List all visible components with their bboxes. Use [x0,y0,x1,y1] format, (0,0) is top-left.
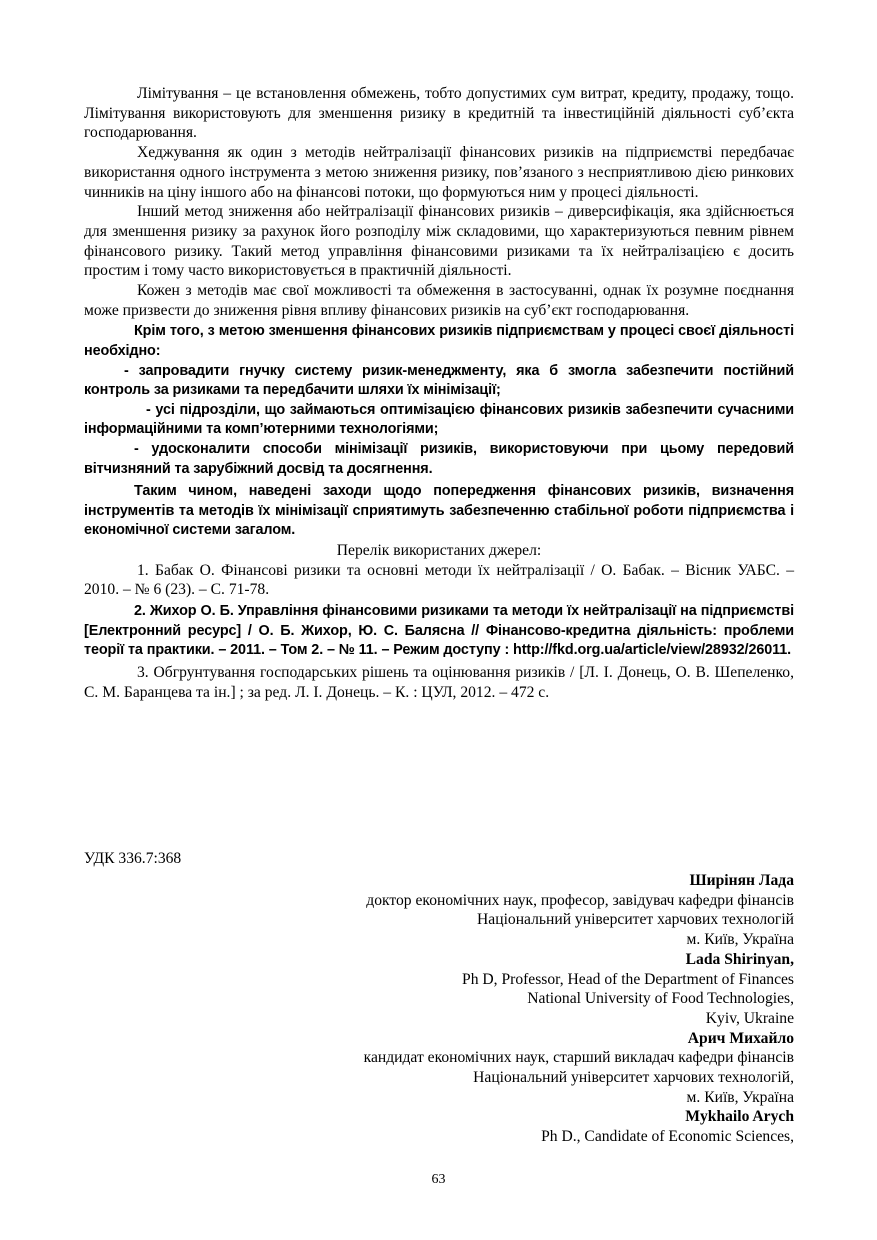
author-location: м. Київ, Україна [686,931,794,949]
paragraph-bold-intro: Крім того, з метою зменшення фінансових ризиків підприємствам у процесі своєї діяльності необхідно: [84,323,794,360]
author-affiliation: Національний університет харчових технологій [477,911,794,929]
author-affiliation: Національний університет харчових технологій, [473,1069,794,1087]
author-name-en: Lada Shirinyan, [685,950,794,968]
author-position: доктор економічних наук, професор, завідувач кафедри фінансів [366,891,794,909]
list-item-risk-management: - запровадити гнучку систему ризик-менеджменту, яка б змогла забезпечити постійний контроль за ризиками та передбачити шляхи їх мінімізації; [84,362,794,399]
author-location: м. Київ, Україна [686,1088,794,1106]
author-location-en: Kyiv, Ukraine [705,1009,794,1027]
author-affiliation-en: National University of Food Technologies, [527,990,794,1008]
paragraph-limiting: Лімітування – це встановлення обмежень, тобто допустимих сум витрат, кредиту, продажу, тощо. Лімітування використовують для зменшення ризику в кредитній та інвестиційній діяльності суб’єкта господарювання. [84,85,794,142]
paragraph-conclusion: Таким чином, наведені заходи щодо попередження фінансових ризиків, визначення інструментів та методів їх мінімізації сприятимуть забезпеченню стабільної роботи підприємства і економічної системи загалом. [84,483,794,539]
article-body [84,84,794,702]
page-number: 63 [431,1172,446,1187]
list-item-improve-methods: - удосконалити способи мінімізації ризиків, використовуючи при цьому передовий вітчизняний та зарубіжний досвід та досягнення. [84,441,794,477]
reference-item: 1. Бабак О. Фінансові ризики та основні методи їх нейтралізації / О. Бабак. – Вісник УАБС. – 2010. – № 6 (23). – С. 71-78. [84,561,794,599]
reference-item: 3. Обгрунтування господарських рішень та оцінювання ризиків / [Л. І. Донець, О. В. Шепеленко, С. М. Баранцева та ін.] ; за ред. Л. І. Донець. – К. : ЦУЛ, 2012. – 472 с. [84,663,794,701]
author-position-en: Ph D, Professor, Head of the Department of Finances [462,970,794,988]
list-item-it-support: - усі підрозділи, що займаються оптимізацією фінансових ризиків забезпечити сучасними інформаційними та комп’ютерними технологіями; [84,401,794,438]
author-name: Ширінян Лада [689,872,794,889]
paragraph-diversification: Інший метод зниження або нейтралізації фінансових ризиків – диверсифікація, яка здійснюється для зменшення ризику за рахунок його розподілу між складовими, що характеризуються певним рівнем фінансового ризику. Такий метод управління фінансовими ризиками та їх нейтралізацією є досить простим і тому часто використовується в практичній діяльності. [84,203,794,280]
author-position: кандидат економічних наук, старший викладач кафедри фінансів [363,1049,794,1067]
authors-block [364,871,794,1147]
references-heading: Перелік використаних джерел: [336,541,542,559]
author-name-en: Mykhailo Arych [685,1108,794,1126]
author-position-en: Ph D., Candidate of Economic Sciences, [541,1128,794,1146]
paragraph-hedging: Хеджування як один з методів нейтралізації фінансових ризиків на підприємстві передбачає використання одного інструмента з метою зниження ризику, пов’язаного з несприятливою дією ринкових чинників на ціну іншого або на фінансові потоки, що формуються ним у процесі діяльності. [84,144,794,201]
paragraph-methods-combination: Кожен з методів має свої можливості та обмеження в застосуванні, однак їх розумне поєднання може призвести до зниження рівня впливу фінансових ризиків на суб’єкт господарювання. [84,282,794,319]
udk-code: УДК 336.7:368 [84,850,182,867]
reference-item: 2. Жихор О. Б. Управління фінансовими ризиками та методи їх нейтралізації на підприємстві [Електронний ресурс] / О. Б. Жихор, Ю. С. Балясна // Фінансово-кредитна діяльність: проблеми теорії та практики. – 2011. – Том 2. – № 11. – Режим доступу : http://fkd.org.ua/article/view/28932/26011. [84,603,794,659]
author-name: Арич Михайло [687,1029,794,1047]
